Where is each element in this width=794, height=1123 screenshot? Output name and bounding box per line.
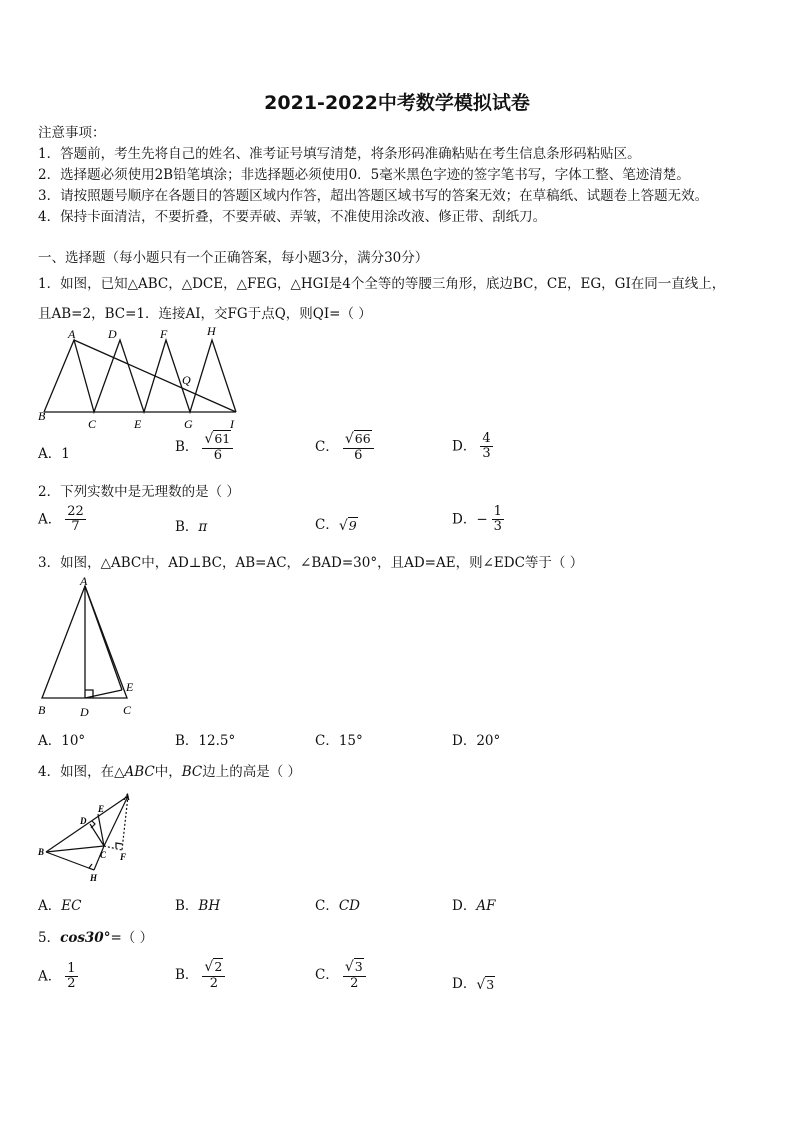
q4-segment-cf	[104, 846, 122, 850]
q2-stem: 2．下列实数中是无理数的是（ ）	[38, 484, 240, 500]
q4-right-angle-d	[91, 821, 95, 828]
q3-option-c[interactable]: C．15°	[315, 733, 363, 749]
q1-figure	[36, 322, 246, 432]
q1-option-b[interactable]: B． $\frac{√61}{6}$	[175, 432, 233, 463]
notice-item: 4．保持卡面清洁，不要折叠，不要弄破、弄皱，不准使用涂改液、修正带、刮纸刀。	[38, 209, 547, 225]
q4-option-d[interactable]: D．AF	[452, 898, 496, 914]
notice-heading: 注意事项：	[38, 125, 106, 141]
q4-stem: 4．如图，在△ABC中，BC边上的高是（ ）	[38, 764, 302, 780]
q3-label-e: E	[126, 680, 134, 694]
q3-option-b[interactable]: B．12.5°	[175, 733, 236, 749]
q4-label-a: A	[124, 792, 131, 802]
q1-label-i: I	[230, 417, 234, 431]
q3-label-c: C	[123, 703, 132, 717]
q5-option-c[interactable]: C． $\frac{√3}{2}$	[315, 960, 366, 991]
q2-option-a[interactable]: A． $\frac{22}{7}$	[38, 504, 84, 535]
q1-option-d[interactable]: D． $\frac{4}{3}$	[452, 431, 491, 462]
q3-label-a: A	[80, 574, 88, 588]
q4-right-angle-h	[89, 864, 94, 870]
q1-label-q: Q	[182, 373, 191, 387]
section-heading: 一、选择题（每小题只有一个正确答案，每小题3分，满分30分）	[38, 250, 429, 266]
q4-right-angle-f	[116, 843, 122, 848]
page-title: 2021-2022中考数学模拟试卷	[264, 92, 530, 114]
q3-label-b: B	[38, 703, 46, 717]
q3-label-d: D	[80, 705, 89, 719]
q1-label-f: F	[160, 327, 168, 341]
q4-side-bc	[46, 846, 104, 852]
q1-option-c[interactable]: C． $\frac{√66}{6}$	[315, 432, 374, 463]
q4-option-c[interactable]: C．CD	[315, 898, 360, 914]
q5-option-b[interactable]: B． $\frac{√2}{2}$	[175, 960, 225, 991]
q4-figure	[36, 790, 136, 886]
q3-segment-de	[85, 690, 122, 698]
notice-item: 1．答题前，考生先将自己的姓名、准考证号填写清楚，将条形码准确粘贴在考生信息条形码粘贴区。	[38, 146, 641, 162]
q5-stem: 5．cos30°=（ ）	[38, 930, 154, 946]
q1-label-b: B	[38, 409, 46, 423]
q1-label-c: C	[88, 417, 97, 431]
q1-label-h: H	[207, 324, 216, 338]
notice-item: 2．选择题必须使用2B铅笔填涂；非选择题必须使用0．5毫米黑色字迹的签字笔书写，字体工整、笔迹清楚。	[38, 167, 690, 183]
q5-option-a[interactable]: A． $\frac{1}{2}$	[38, 961, 76, 992]
q4-label-c: C	[100, 850, 107, 860]
q2-option-c[interactable]: C．√9	[315, 517, 357, 534]
q4-label-h: H	[90, 873, 98, 883]
notice-item: 3．请按照题号顺序在各题目的答题区域内作答，超出答题区域书写的答案无效；在草稿纸、试题卷上答题无效。	[38, 188, 709, 204]
q1-label-e: E	[134, 417, 142, 431]
q4-label-f: F	[120, 852, 127, 862]
q1-label-d: D	[108, 327, 117, 341]
q1-option-a[interactable]: A．1	[38, 446, 70, 462]
q1-stem-line1: 1．如图，已知△ABC，△DCE，△FEG，△HGI是4个全等的等腰三角形，底边BC，CE，EG，GI在同一直线上，	[38, 276, 726, 292]
q1-triangles	[44, 340, 236, 412]
q4-label-b: B	[38, 847, 45, 857]
q3-option-d[interactable]: D．20°	[452, 733, 501, 749]
q1-label-a: A	[68, 327, 76, 341]
q4-label-d: D	[80, 816, 87, 826]
q2-option-b[interactable]: B．π	[175, 519, 208, 535]
q1-stem-line2: 且AB=2，BC=1．连接AI，交FG于点Q，则QI=（ ）	[38, 306, 372, 322]
q1-label-g: G	[184, 417, 193, 431]
q3-segment-ae	[85, 586, 122, 690]
q2-option-d[interactable]: D．− $\frac{1}{3}$	[452, 504, 502, 535]
q4-label-e: E	[98, 804, 105, 814]
q4-option-b[interactable]: B．BH	[175, 898, 221, 914]
q3-figure	[36, 574, 140, 720]
q4-option-a[interactable]: A．EC	[38, 898, 82, 914]
q3-option-a[interactable]: A．10°	[38, 733, 86, 749]
q4-segment-bh	[46, 852, 94, 870]
q5-option-d[interactable]: D．√3	[452, 976, 495, 993]
q4-segment-af	[122, 796, 128, 850]
q3-stem: 3．如图，△ABC中，AD⊥BC，AB=AC，∠BAD=30°，且AD=AE，则∠EDC等于（ ）	[38, 555, 584, 571]
